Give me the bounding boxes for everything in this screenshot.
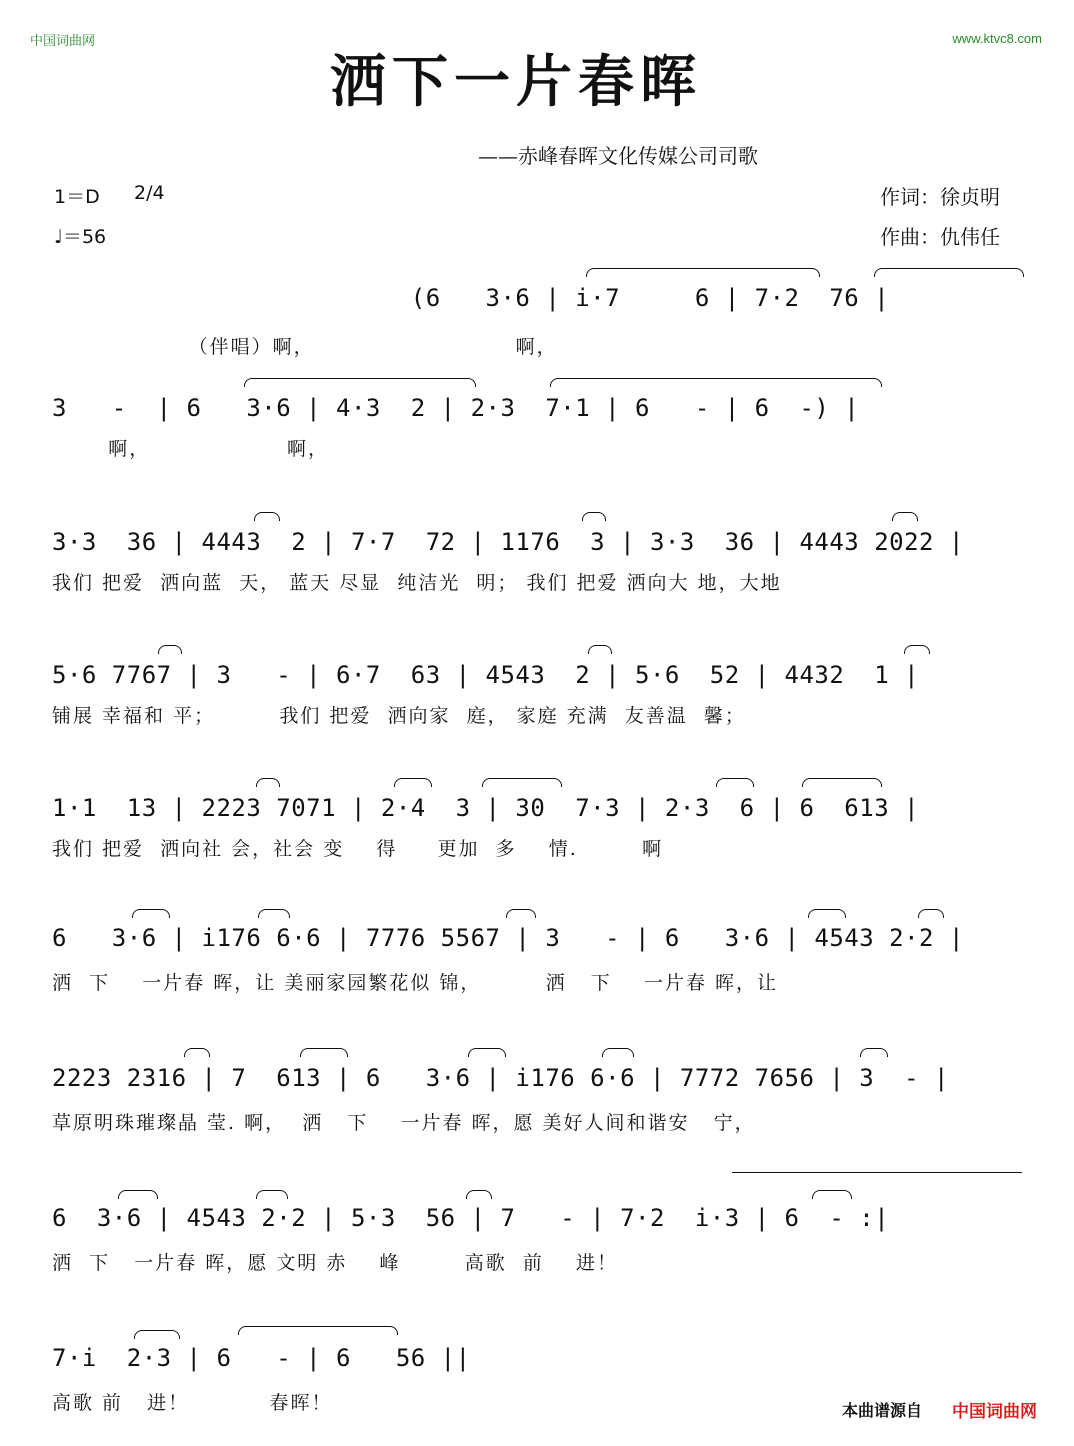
score-line-4-notes: 5·6 7767 | 3 - | 6·7 63 | 4543 2 | 5·6 52 | 4432 1 |: [52, 661, 920, 689]
slur: [892, 512, 918, 521]
slur: [256, 1190, 288, 1199]
slur: [482, 778, 562, 787]
score-line-3-lyrics: 我们 把爱 洒向蓝 天， 蓝天 尽显 纯洁光 明； 我们 把爱 洒向大 地，大地: [52, 572, 782, 594]
footer-source-site: 中国词曲网: [952, 1402, 1037, 1422]
score-line-2-notes: 3 - | 6 3·6 | 4·3 2 | 2·3 7·1 | 6 - | 6 -) |: [52, 394, 860, 422]
side-watermark-left: [2, 0, 16, 1446]
slur: [918, 909, 944, 918]
slur: [582, 512, 606, 521]
score-line-7-lyrics: 草原明珠璀璨晶 莹. 啊， 洒 下 一片春 晖，愿 美好人间和谐安 宁，: [52, 1112, 756, 1134]
score-line-9-notes: 7·i 2·3 | 6 - | 6 56 ||: [52, 1344, 471, 1372]
slur: [238, 1326, 398, 1335]
site-url-right: www.ktvc8.com: [952, 31, 1042, 46]
slur: [244, 378, 476, 387]
slur: [466, 1190, 492, 1199]
score-line-6-notes: 6 3·6 | i176 6·6 | 7776 5567 | 3 - | 6 3·6 | 4543 2·2 |: [52, 924, 964, 952]
slur: [254, 512, 280, 521]
key-signature: 1＝D: [54, 186, 100, 208]
slur: [506, 909, 536, 918]
score-line-7-notes: 2223 2316 | 7 613 | 6 3·6 | i176 6·6 | 7772 7656 | 3 - |: [52, 1064, 949, 1092]
score-line-4-lyrics: 铺展 幸福和 平； 我们 把爱 洒向家 庭， 家庭 充满 友善温 馨；: [52, 705, 746, 727]
tempo-marking: ♩＝56: [54, 226, 107, 248]
slur: [158, 645, 182, 654]
slur: [602, 1048, 634, 1057]
slur: [468, 1048, 506, 1057]
time-signature: 2/4: [134, 182, 165, 204]
score-line-8-notes: 6 3·6 | 4543 2·2 | 5·3 56 | 7 - | 7·2 i·3 | 6 - :|: [52, 1204, 890, 1232]
composer-credit: 作曲：仇伟任: [880, 225, 1000, 249]
score-line-8-lyrics: 洒 下 一片春 晖，愿 文明 赤 峰 高歌 前 进！: [52, 1252, 619, 1274]
slur: [874, 268, 1024, 277]
slur: [300, 1048, 348, 1057]
slur: [860, 1048, 888, 1057]
slur: [132, 909, 170, 918]
score-line-3-notes: 3·3 36 | 4443 2 | 7·7 72 | 1176 3 | 3·3 36 | 4443 2022 |: [52, 528, 964, 556]
score-line-1-notes: (6 3·6 | i·7 6 | 7·2 76 |: [52, 284, 890, 312]
lyricist-credit: 作词：徐贞明: [880, 185, 1000, 209]
footer-source-label: 本曲谱源自: [842, 1401, 923, 1420]
song-subtitle: ——赤峰春晖文化传媒公司司歌: [478, 144, 758, 168]
slur: [184, 1048, 210, 1057]
slur: [808, 909, 846, 918]
slur: [586, 268, 820, 277]
slur: [550, 378, 882, 387]
first-ending-bracket: [732, 1172, 1022, 1173]
song-title: 洒下一片春晖: [330, 49, 702, 115]
site-name-left: 中国词曲网: [30, 33, 96, 48]
slur: [812, 1190, 852, 1199]
side-watermark-right: [1058, 0, 1072, 1446]
score-line-5-notes: 1·1 13 | 2223 7071 | 2·4 3 | 30 7·3 | 2·3 6 | 6 613 |: [52, 794, 920, 822]
slur: [802, 778, 882, 787]
slur: [394, 778, 432, 787]
slur: [588, 645, 612, 654]
score-line-5-lyrics: 我们 把爱 洒向社 会，社会 变 得 更加 多 情. 啊: [52, 838, 664, 860]
slur: [256, 778, 280, 787]
score-line-1-lyrics: （伴唱）啊， 啊，: [52, 336, 558, 358]
slur: [134, 1330, 180, 1339]
slur: [258, 909, 290, 918]
slur: [904, 645, 930, 654]
score-line-2-lyrics: 啊， 啊，: [52, 438, 329, 460]
score-line-6-lyrics: 洒 下 一片春 晖，让 美丽家园繁花似 锦， 洒 下 一片春 晖，让: [52, 972, 778, 994]
slur: [118, 1190, 158, 1199]
score-line-9-lyrics: 高歌 前 进！ 春晖！: [52, 1392, 333, 1414]
slur: [716, 778, 754, 787]
